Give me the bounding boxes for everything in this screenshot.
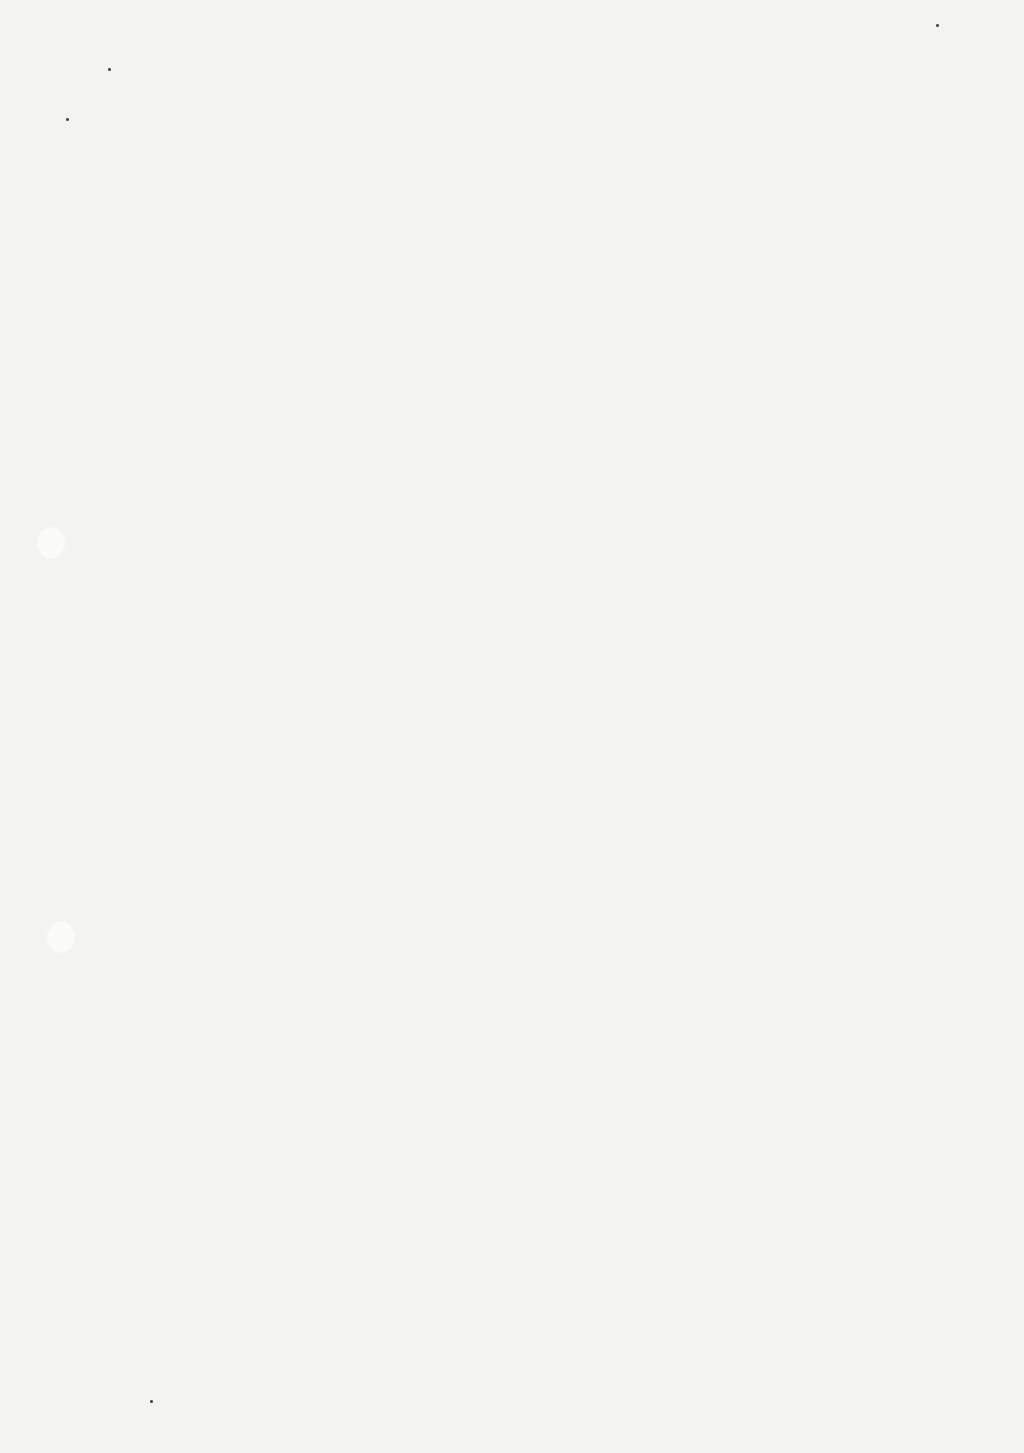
speck (150, 1400, 153, 1403)
speck (936, 24, 939, 27)
speck (108, 68, 111, 71)
punch-hole-bottom (48, 922, 74, 952)
punch-hole-top (38, 528, 64, 558)
speck (66, 118, 69, 121)
